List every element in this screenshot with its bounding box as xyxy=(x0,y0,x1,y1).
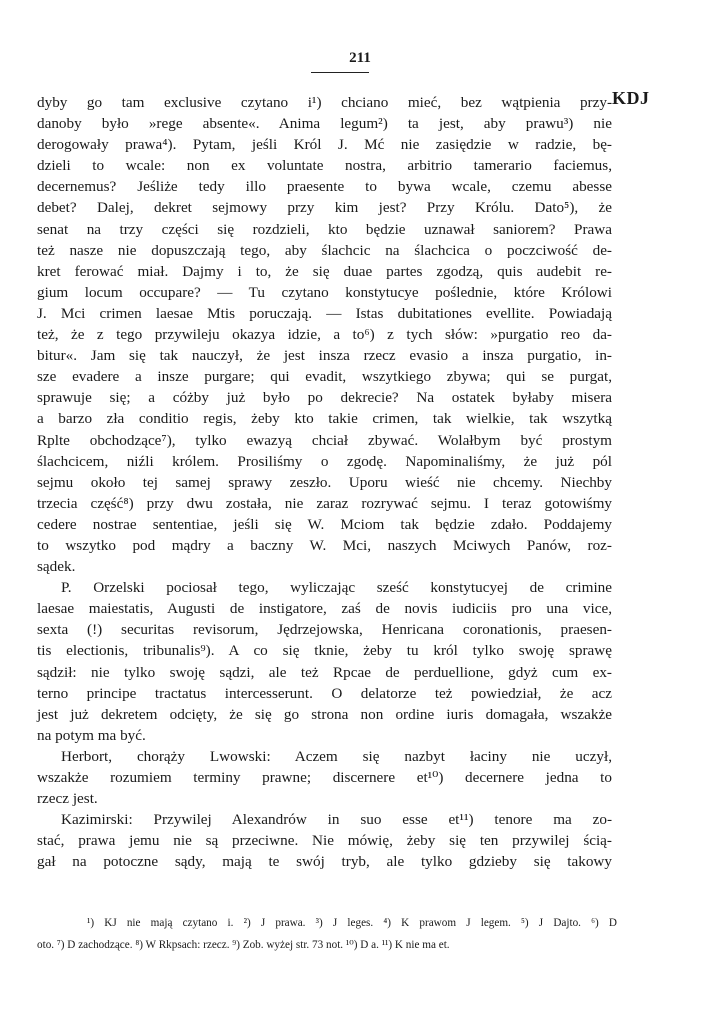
text-line-kazimirski: Kazimirski: Przywilej Alexandrów in suo esse et¹¹) tenore ma zo- xyxy=(61,811,612,829)
text-line: senat na trzy części się rozdzieli, kto będzie uznawał saniorem? Prawa xyxy=(37,220,612,238)
footnotes xyxy=(37,912,617,956)
text-line: stać, prawa jemu nie są przeciwne. Nie mówię, żeby się ten przywilej ścią- xyxy=(37,832,612,850)
text-line: dzieli to wcale: non ex voluntate nostra, arbitrio tamerario faciemus, xyxy=(37,157,612,175)
text-line: wszakże rozumiem terminy prawne; discernere et¹⁰) decernere jedna to xyxy=(37,769,612,786)
text-line: Rplte obchodzące⁷), tylko ewazyą chciał zbywać. Wolałbym być prostym xyxy=(37,431,612,449)
text-line: bitur«. Jam się tak nauczył, że jest insza rzecz evasio a insza purgatio, in- xyxy=(37,347,612,365)
text-line: tis electionis, tribunalis⁹). A co się tknie, żeby tu król tylko swoję sprawę xyxy=(37,642,612,660)
text-line-herbort: Herbort, chorąży Lwowski: Aczem się nazbyt łaciny nie uczył, xyxy=(61,747,612,765)
page-number: 211 xyxy=(349,50,371,66)
margin-note: KDJ xyxy=(612,88,650,108)
text-line: też, że z tego przywileju okazya idzie, a to⁶) z tych słów: »purgatio reo da- xyxy=(37,326,612,344)
text-line: derogowały prawa⁴). Pytam, jeśli Król J. Mć nie zasiędzie w radzie, bę- xyxy=(37,136,612,154)
text-line: decernemus? Jeśliże tedy illo praesente to bywa wcale, czemu abesse xyxy=(37,178,612,196)
text-line: na potym ma być. xyxy=(37,726,146,744)
text-line: cedere nostrae sententiae, jeśli się W. Mciom tak będzie zdało. Poddajemy xyxy=(37,515,612,533)
text-line: debet? Dalej, dekret sejmowy przy kim jest? Przy Królu. Dato⁵), że xyxy=(37,199,612,217)
text-line: kret ferować miał. Dajmy i to, że się duae partes zgodzą, quis audebit re- xyxy=(37,262,612,280)
text-line: gium locum occupare? — Tu czytano konstytucye poślednie, które Królowi xyxy=(37,283,612,301)
text-line: laesae maiestatis, Augusti de instigatore, zaś de novis iudiciis pro una vice, xyxy=(37,600,612,618)
footnote-line: ¹) KJ nie mają czytano i. ²) J prawa. ³) J leges. ⁴) K prawom J legem. ⁵) J Dajto. ⁶) D xyxy=(87,917,617,929)
text-line-orzelski: P. Orzelski pociosał tego, wyliczając sześć konstytucyej de crimine xyxy=(61,579,612,597)
text-line: sejmu około tej samej sprawy zeszło. Uporu wieść nie chcemy. Niechby xyxy=(37,473,612,491)
text-line: sądził: nie tylko swoję sądzi, ale też Rpcae de perduellione, gdyż cum ex- xyxy=(37,663,612,681)
text-line: to wszytko pod mądry a baczny W. Mci, naszych Mciwych Panów, roz- xyxy=(37,536,612,554)
text-line: sądek. xyxy=(37,558,76,576)
text-line: trzecia część⁸) przy dwu została, nie zaraz rozrywać sejmu. I teraz gotowiśmy xyxy=(37,494,612,512)
text-line: sprawuje się; a cóżby już było po dekrecie? Na ostatek byłaby misera xyxy=(37,389,612,407)
text-line: terno principe tractatus intercesserunt. O delatorze też powiedział, że acz xyxy=(37,684,612,702)
text-line: gał na potoczne sądy, mają te swój tryb, ale tylko gdzieby się takowy xyxy=(37,853,612,871)
text-line: jest już dekretem odcięty, że się go strona non ordine iuris domagała, wszakże xyxy=(37,705,612,723)
text-line: danoby było »rege absente«. Anima legum²) ta jest, aby prawu³) nie xyxy=(37,115,612,133)
footnote-line: oto. ⁷) D zachodzące. ⁸) W Rkpsach: rzecz. ⁹) Zob. wyżej str. 73 not. ¹⁰) D a. ¹¹) K nie ma et. xyxy=(37,939,450,951)
text-line: też nasze nie dopuszczają tego, aby ślachcic na ślachcica o poczciwość de- xyxy=(37,241,612,259)
page-number-rule xyxy=(311,72,369,73)
text-line: sze evadere a insze purgare; qui evadit, wszytkiego zbywa; qui se purgat, xyxy=(37,368,612,386)
body-text xyxy=(37,92,612,872)
text-line: rzecz jest. xyxy=(37,790,98,808)
text-line: sexta (!) securitas revisorum, Jędrzejowska, Henricana coronationis, praesen- xyxy=(37,621,612,639)
text-line: J. Mci crimen laesae Mtis poruczają. — Istas dubitationes evellite. Powiadają xyxy=(37,304,612,322)
text-line: a barzo zła conditio regis, żeby kto takie crimen, tak wielkie, tak wszytką xyxy=(37,410,612,428)
text-line: dyby go tam exclusive czytano i¹) chciano mieć, bez wątpienia przy- xyxy=(37,94,612,111)
text-line: ślachcicem, niźli królem. Prosiliśmy o zgodę. Napominaliśmy, że już pól xyxy=(37,452,612,470)
